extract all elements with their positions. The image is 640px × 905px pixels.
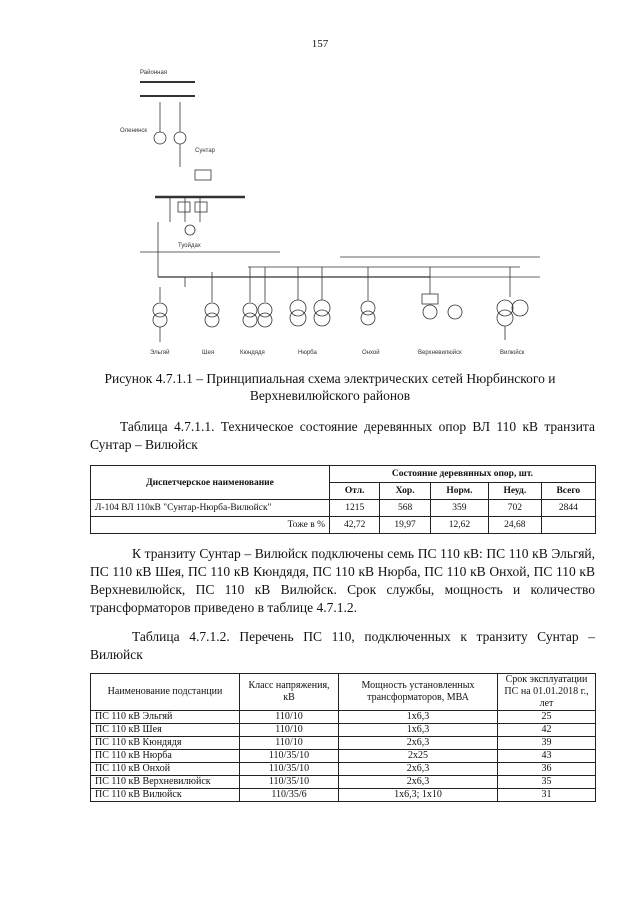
table2-cell: 110/35/10 [240,763,339,776]
diagram-label-raionnaya: Районная [140,70,168,76]
table1-col: Норм. [430,483,488,500]
table2-cell: 35 [498,776,596,789]
table2-cell: 31 [498,789,596,802]
table1-cell: 19,97 [380,517,430,534]
table2-title: Таблица 4.7.1.2. Перечень ПС 110, подключенных к транзиту Сунтар – Вилюйск [90,629,595,662]
table1-header-group: Состояние деревянных опор, шт. [330,466,596,483]
table2-cell: 110/10 [240,711,339,724]
diagram-label-tuoidakh: Туойдах [178,243,201,249]
table2-cell: 36 [498,763,596,776]
table1-cell: 359 [430,500,488,517]
table2-header: Мощность установленных трансформаторов, МВА [339,674,498,711]
table1-title: Таблица 4.7.1.1. Техническое состояние деревянных опор ВЛ 110 кВ транзита Сунтар – Вилюйск [90,419,595,452]
table2-cell: 1х6,3 [339,724,498,737]
table2-cell: 110/10 [240,724,339,737]
table2-cell: 42 [498,724,596,737]
diagram-label-kyundyadya: Кюндядя [240,350,265,356]
diagram-label-elgyai: Эльгяй [150,350,170,356]
table2-cell: 39 [498,737,596,750]
table-row [91,517,596,534]
electrical-network-diagram [100,62,580,360]
table2-cell: 1х6,3 [339,711,498,724]
table-row [91,724,596,737]
diagram-label-oleninsk: Оленинск [120,128,148,134]
table-row [91,763,596,776]
table2-cell: ПС 110 кВ Вилюйск [91,789,240,802]
table-row [91,500,596,517]
table1-cell: 42,72 [330,517,380,534]
table1-col: Неуд. [489,483,542,500]
table2-cell: ПС 110 кВ Верхневилюйск [91,776,240,789]
table1-cell: 568 [380,500,430,517]
diagram-label-verkhnevilyuisk: Верхневилюйск [418,350,462,356]
table2-cell: ПС 110 кВ Шея [91,724,240,737]
table2-cell: ПС 110 кВ Онхой [91,763,240,776]
table-row [91,750,596,763]
diagram-label-onkhoi: Онхой [362,350,380,356]
table-row [91,737,596,750]
table2-header: Наименование подстанции [91,674,240,711]
table-row [91,711,596,724]
table2-cell: 110/35/10 [240,750,339,763]
table1-cell-name: Тоже в % [91,517,330,534]
body-paragraph: К транзиту Сунтар – Вилюйск подключены семь ПС 110 кВ: ПС 110 кВ Эльгяй, ПС 110 кВ Шея, ПС 110 кВ Кюндядя, ПС 110 кВ Нюрба, ПС 110 кВ Онхой, ПС 110 кВ Верхневилюйск, ПС 110 кВ Вилюйск. Срок службы, мощность и количество трансформаторов приведено в таблице 4.7.1.2. [90,546,595,615]
table1-cell: 12,62 [430,517,488,534]
table1-cell-name: Л-104 ВЛ 110кВ "Сунтар-Нюрба-Вилюйск" [91,500,330,517]
table1-col: Отл. [330,483,380,500]
table2-cell: ПС 110 кВ Нюрба [91,750,240,763]
table1-col: Хор. [380,483,430,500]
diagram-label-nyurba: Нюрба [298,350,317,356]
table2-cell: 2х6,3 [339,776,498,789]
table1-cell: 24,68 [489,517,542,534]
table1-col: Всего [541,483,595,500]
table-row [91,789,596,802]
table2-cell: ПС 110 кВ Кюндядя [91,737,240,750]
table2-cell: 25 [498,711,596,724]
table2-cell: 2х6,3 [339,763,498,776]
table1-cell: 2844 [541,500,595,517]
poles-state-table [90,465,596,534]
table2-cell: 1х6,3; 1х10 [339,789,498,802]
figure-caption: Рисунок 4.7.1.1 – Принципиальная схема электрических сетей Нюрбинского и Верхневилюйского районов [104,371,556,403]
table1-cell: 1215 [330,500,380,517]
table2-cell: 43 [498,750,596,763]
table1-cell [541,517,595,534]
table2-header: Класс напряжения, кВ [240,674,339,711]
table2-cell: 110/35/10 [240,776,339,789]
diagram-label-sheya: Шея [202,350,215,356]
table1-header-name: Диспетчерское наименование [91,466,330,500]
table1-cell: 702 [489,500,542,517]
page-number: 157 [311,38,329,50]
table2-cell: 2х6,3 [339,737,498,750]
table2-cell: 110/35/6 [240,789,339,802]
diagram-label-suntar: Сунтар [195,148,216,154]
table2-header: Срок эксплуатации ПС на 01.01.2018 г., лет [498,674,596,711]
table-row [91,776,596,789]
diagram-label-vilyuisk: Вилюйск [500,350,525,356]
substations-table [90,673,596,802]
table2-cell: 110/10 [240,737,339,750]
table2-cell: ПС 110 кВ Эльгяй [91,711,240,724]
table2-cell: 2х25 [339,750,498,763]
